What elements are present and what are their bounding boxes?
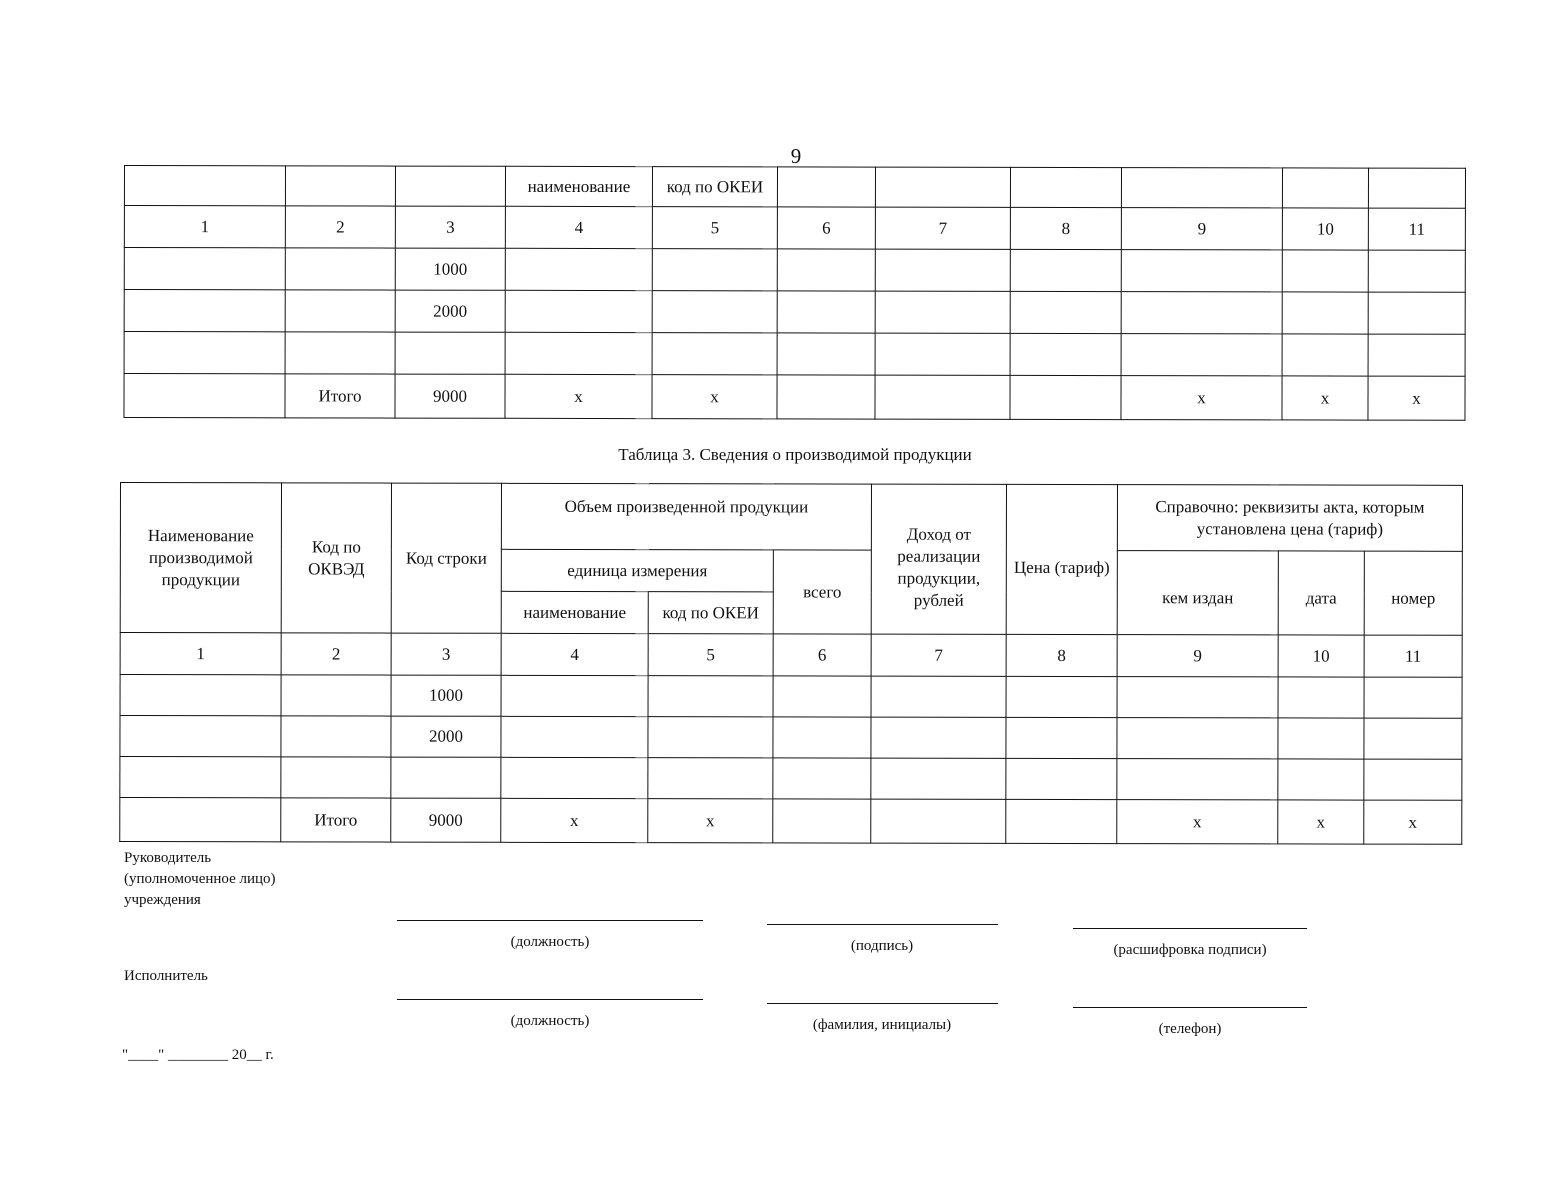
- column-number: 3: [391, 633, 501, 675]
- line-code-cell: 1000: [391, 675, 501, 716]
- price-cell[interactable]: [1006, 758, 1117, 799]
- price-cell[interactable]: [1010, 249, 1121, 291]
- unit-okei-cell[interactable]: [648, 717, 773, 758]
- column-number: 10: [1282, 208, 1368, 250]
- executor-position-line[interactable]: [397, 999, 703, 1000]
- number-cell: x: [1364, 800, 1462, 844]
- product-cell[interactable]: [120, 716, 281, 757]
- price-cell[interactable]: [1010, 291, 1121, 333]
- manager-decoding-caption: (расшифровка подписи): [1113, 942, 1267, 958]
- date-cell: x: [1282, 376, 1368, 420]
- date-cell[interactable]: [1282, 250, 1368, 292]
- column-number: 6: [773, 634, 871, 676]
- column-number: 1: [120, 633, 281, 675]
- issuer-cell[interactable]: [1117, 677, 1278, 718]
- price-cell[interactable]: [1010, 375, 1121, 419]
- product-cell[interactable]: [124, 290, 285, 332]
- column-number: 5: [648, 634, 773, 676]
- unit-name-cell: x: [505, 374, 652, 418]
- okved-cell[interactable]: [285, 290, 395, 332]
- unit-okei-header: код по ОКЕИ: [652, 167, 777, 207]
- okved-cell[interactable]: [281, 675, 391, 716]
- column-number: 5: [652, 207, 777, 249]
- table-cell: [395, 166, 505, 206]
- table-3-caption: Таблица 3. Сведения о производимой продукции: [618, 445, 972, 464]
- date-cell[interactable]: [1278, 718, 1364, 759]
- total-row: [120, 798, 1462, 845]
- column-number: 9: [1117, 635, 1278, 677]
- line-code-cell: 1000: [395, 248, 505, 290]
- manager-label-line: Руководитель: [124, 850, 212, 866]
- manager-position-caption: (должность): [510, 934, 590, 950]
- column-number: 4: [505, 206, 652, 248]
- number-cell[interactable]: [1364, 718, 1462, 759]
- executor-phone-line[interactable]: [1073, 1007, 1307, 1008]
- manager-position-line[interactable]: [397, 920, 703, 921]
- column-number-row: [120, 633, 1462, 678]
- unit-name-cell[interactable]: [505, 248, 652, 290]
- total-cell[interactable]: [773, 676, 871, 717]
- manager-signature-caption: (подпись): [850, 938, 914, 954]
- table-3-products: [119, 482, 1463, 845]
- column-number: 9: [1121, 208, 1282, 250]
- table-cell: [1282, 168, 1368, 208]
- header-income: Доход от реализации продукции, рублей: [871, 484, 1006, 634]
- table-cell: [1121, 168, 1282, 208]
- product-cell: [120, 798, 281, 842]
- header-volume: Объем произведенной продукции: [501, 483, 871, 550]
- table-2-continuation: [123, 165, 1466, 421]
- total-label: Итого: [281, 798, 391, 842]
- executor-name-line[interactable]: [767, 1003, 998, 1004]
- total-cell[interactable]: [773, 758, 871, 799]
- executor-name-caption: (фамилия, инициалы): [812, 1017, 952, 1033]
- product-cell[interactable]: [120, 675, 281, 716]
- table-cell: [777, 167, 875, 207]
- table-row: [120, 675, 1462, 719]
- header-price: Цена (тариф): [1006, 484, 1117, 634]
- price-cell[interactable]: [1006, 799, 1117, 843]
- column-number: 4: [501, 633, 648, 675]
- header-okved: Код по ОКВЭД: [281, 483, 391, 633]
- line-code-cell: [395, 332, 505, 374]
- table-cell: [285, 166, 395, 206]
- manager-label-line: (уполномоченное лицо): [124, 871, 276, 887]
- header-number: номер: [1364, 551, 1462, 635]
- unit-name-cell[interactable]: [505, 332, 652, 374]
- total-cell[interactable]: [777, 375, 875, 419]
- issuer-cell[interactable]: [1121, 334, 1282, 376]
- header-line-code: Код строки: [391, 483, 501, 633]
- column-number: 10: [1278, 635, 1364, 677]
- number-cell[interactable]: [1368, 250, 1465, 292]
- number-cell[interactable]: [1368, 334, 1465, 376]
- total-cell[interactable]: [773, 799, 871, 843]
- date-cell[interactable]: [1282, 292, 1368, 334]
- issuer-cell[interactable]: [1117, 759, 1278, 800]
- number-cell[interactable]: [1368, 292, 1465, 334]
- page-number: 9: [790, 144, 802, 168]
- manager-label-line: учреждения: [124, 892, 201, 908]
- income-cell[interactable]: [875, 333, 1010, 375]
- product-cell[interactable]: [120, 757, 281, 798]
- header-unit-name: наименование: [501, 591, 648, 633]
- unit-okei-cell[interactable]: [648, 676, 773, 717]
- unit-name-cell[interactable]: [501, 675, 648, 716]
- date-cell[interactable]: [1278, 759, 1364, 800]
- header-product: Наименование производимой продукции: [120, 483, 281, 633]
- column-number: 7: [875, 207, 1010, 249]
- total-cell[interactable]: [773, 717, 871, 758]
- line-code-cell: [391, 757, 501, 798]
- column-number: 11: [1368, 208, 1465, 250]
- issuer-cell[interactable]: [1117, 718, 1278, 759]
- unit-name-header: наименование: [505, 166, 652, 206]
- table-row: [120, 757, 1462, 801]
- income-cell[interactable]: [875, 249, 1010, 291]
- date-cell: x: [1278, 800, 1364, 844]
- table-cell: [1368, 168, 1465, 208]
- number-cell[interactable]: [1364, 677, 1462, 718]
- column-number: 3: [395, 206, 505, 248]
- income-cell[interactable]: [871, 676, 1006, 717]
- issuer-cell[interactable]: [1121, 292, 1282, 334]
- executor-phone-caption: (телефон): [1158, 1021, 1222, 1037]
- total-cell[interactable]: [777, 291, 875, 333]
- number-cell[interactable]: [1364, 759, 1462, 800]
- manager-decoding-line[interactable]: [1073, 928, 1307, 929]
- manager-label: [124, 848, 276, 911]
- header-date: дата: [1278, 551, 1364, 635]
- product-cell[interactable]: [124, 248, 285, 290]
- number-cell: x: [1368, 376, 1465, 420]
- date-field[interactable]: "____" ________ 20__ г.: [122, 1047, 274, 1063]
- okved-cell[interactable]: [281, 716, 391, 757]
- header-total: всего: [773, 550, 871, 634]
- unit-name-cell[interactable]: [501, 716, 648, 757]
- date-cell[interactable]: [1278, 677, 1364, 718]
- line-code-cell: 9000: [391, 798, 501, 842]
- line-code-cell: 2000: [391, 716, 501, 757]
- total-label: Итого: [285, 374, 395, 418]
- column-number: 8: [1006, 634, 1117, 676]
- issuer-cell[interactable]: [1121, 250, 1282, 292]
- total-cell[interactable]: [777, 249, 875, 291]
- income-cell[interactable]: [871, 717, 1006, 758]
- line-code-cell: 9000: [395, 374, 505, 418]
- table-row: [124, 248, 1465, 293]
- issuer-cell: x: [1117, 800, 1278, 844]
- income-cell[interactable]: [875, 291, 1010, 333]
- column-number-row: [124, 206, 1465, 251]
- unit-name-cell[interactable]: [505, 290, 652, 332]
- total-cell[interactable]: [777, 333, 875, 375]
- table-row: [120, 716, 1462, 760]
- table-cell: [875, 167, 1010, 207]
- line-code-cell: 2000: [395, 290, 505, 332]
- column-number: 7: [871, 634, 1006, 676]
- income-cell[interactable]: [875, 375, 1010, 419]
- total-row: [124, 374, 1465, 421]
- unit-name-cell[interactable]: [501, 757, 648, 798]
- date-cell[interactable]: [1282, 334, 1368, 376]
- unit-name-cell: x: [501, 798, 648, 842]
- okved-cell[interactable]: [285, 248, 395, 290]
- unit-okei-cell[interactable]: [648, 758, 773, 799]
- table-row: [124, 290, 1465, 335]
- price-cell[interactable]: [1006, 676, 1117, 717]
- income-cell[interactable]: [871, 758, 1006, 799]
- table-row: [124, 332, 1465, 377]
- table-cell: [1010, 167, 1121, 207]
- column-number: 8: [1010, 207, 1121, 249]
- table-2-unit-header-row: [124, 166, 1465, 209]
- column-number: 2: [285, 206, 395, 248]
- header-unit-okei: код по ОКЕИ: [648, 592, 773, 634]
- okved-cell[interactable]: [281, 757, 391, 798]
- okved-cell[interactable]: [285, 332, 395, 374]
- issuer-cell: x: [1121, 376, 1282, 420]
- column-number: 6: [777, 207, 875, 249]
- executor-label: Исполнитель: [124, 968, 208, 984]
- unit-okei-cell[interactable]: [652, 333, 777, 375]
- unit-okei-cell: x: [648, 799, 773, 843]
- column-number: 2: [281, 633, 391, 675]
- executor-position-caption: (должность): [510, 1013, 590, 1029]
- price-cell[interactable]: [1006, 717, 1117, 758]
- table-cell: [124, 166, 285, 206]
- income-cell[interactable]: [871, 799, 1006, 843]
- column-number: 11: [1364, 635, 1462, 677]
- unit-okei-cell[interactable]: [652, 249, 777, 291]
- price-cell[interactable]: [1010, 333, 1121, 375]
- unit-okei-cell[interactable]: [652, 291, 777, 333]
- header-reference: Справочно: реквизиты акта, которым установлена цена (тариф): [1117, 485, 1462, 552]
- column-number: 1: [124, 206, 285, 248]
- product-cell: [124, 374, 285, 418]
- header-unit: единица измерения: [501, 549, 773, 592]
- product-cell[interactable]: [124, 332, 285, 374]
- header-issuer: кем издан: [1117, 551, 1278, 635]
- unit-okei-cell: x: [652, 375, 777, 419]
- manager-signature-line[interactable]: [767, 924, 998, 925]
